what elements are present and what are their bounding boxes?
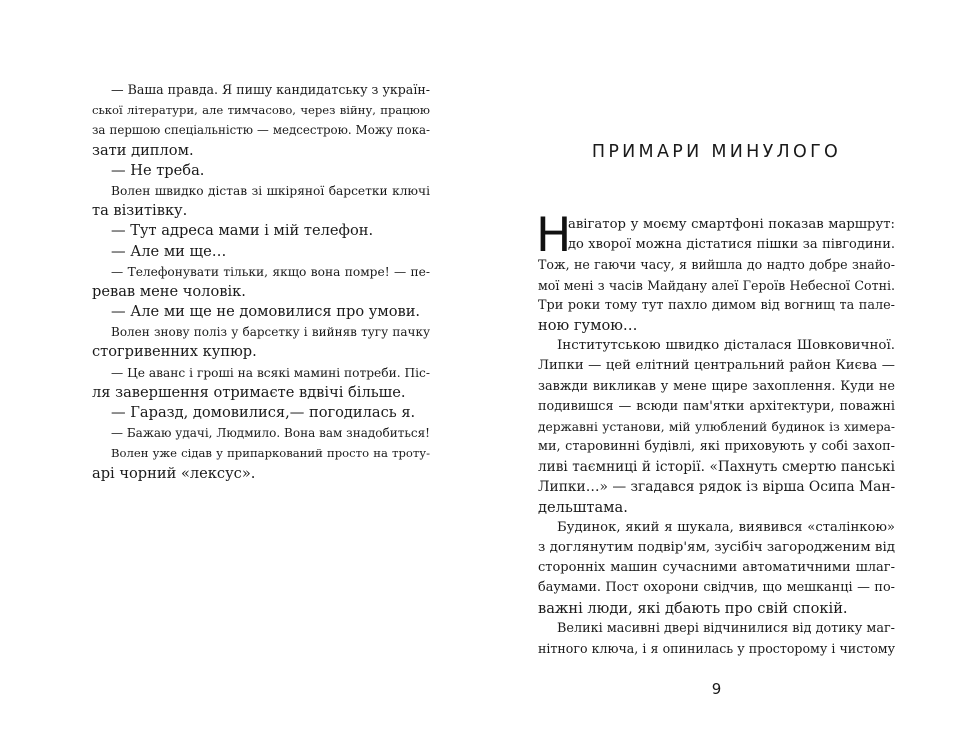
- text-line: Інститутською швидко дісталася Шовковичної.: [557, 338, 895, 354]
- text-line: завжди викликав у мене щире захоплення. Куди не: [538, 378, 895, 394]
- text-line: ської літератури, але тимчасово, через війну, працюю: [92, 103, 430, 118]
- right-page-text: [536, 208, 895, 659]
- text-line: — Бажаю удачі, Людмило. Вона вам знадобиться!: [111, 426, 430, 441]
- text-line: авігатор у моєму смартфоні показав маршрут:: [568, 217, 895, 232]
- text-line: ливі таємниці й історії. «Пахнуть смертю панські: [538, 459, 895, 476]
- text-line: ми, старовинні будівлі, які приховують у собі захоп-: [538, 439, 895, 455]
- right-page: [538, 0, 895, 746]
- text-line: подивишся — всюди пам'ятки архітектури, поважні: [538, 398, 895, 414]
- left-page: [92, 0, 430, 746]
- text-line: ля завершення отримаєте вдвічі більше.: [92, 383, 406, 401]
- text-line: — Телефонувати тільки, якщо вона помре! — пе-: [111, 264, 430, 279]
- text-line: — Не треба.: [111, 161, 205, 179]
- text-line: дельштама.: [538, 498, 628, 516]
- left-page-text: [92, 80, 430, 484]
- text-line: Тож, не гаючи часу, я вийшла до надто добре знайо-: [538, 257, 895, 273]
- text-line: ною гумою…: [538, 316, 638, 334]
- text-line: державні установи, мій улюблений будинок із химера-: [538, 419, 895, 434]
- text-line: важні люди, які дбають про свій спокій.: [538, 599, 848, 617]
- text-line: Липки…» — згадався рядок із вірша Осипа Ман-: [538, 479, 895, 496]
- text-line: Волен знову поліз у барсетку і вийняв тугу пачку: [111, 325, 430, 340]
- text-line: — Це аванс і гроші на всякі мамині потреби. Піс-: [111, 365, 430, 380]
- text-line: — Але ми ще не домовилися про умови.: [111, 303, 421, 321]
- text-line: — Гаразд, домовилися,— погодилась я.: [111, 404, 416, 421]
- text-line: — Але ми ще…: [111, 242, 227, 260]
- text-line: зати диплом.: [92, 141, 194, 159]
- text-line: Три роки тому тут пахло димом від вогнищ та пале-: [538, 297, 895, 313]
- text-line: ревав мене чоловік.: [92, 282, 246, 300]
- text-line: баумами. Пост охорони свідчив, що мешканці — по-: [538, 580, 895, 596]
- text-line: та візитівку.: [92, 202, 188, 220]
- text-line: сторонніх машин сучасними автоматичними шлаг-: [538, 560, 895, 576]
- text-line: Волен швидко дістав зі шкіряної барсетки ключі: [111, 183, 430, 198]
- text-line: мої мені з часів Майдану алеї Героїв Небесної Сотні.: [538, 277, 895, 293]
- text-line: Великі масивні двері відчинилися від дотику маг-: [557, 620, 895, 636]
- chapter-title: ПРИМАРИ МИНУЛОГО: [591, 142, 842, 162]
- text-line: з доглянутим подвір'ям, зусібіч загородженим від: [538, 540, 895, 555]
- text-line: за першою спеціальністю — медсестрою. Можу пока-: [92, 123, 430, 138]
- text-line: — Ваша правда. Я пишу кандидатську з україн-: [111, 82, 430, 97]
- text-line: стогривенних купюр.: [92, 343, 257, 361]
- text-line: Волен уже сідав у припаркований просто на троту-: [111, 446, 430, 461]
- page-number: 9: [711, 680, 722, 698]
- text-line: Будинок, який я шукала, виявився «сталінкою»: [557, 519, 895, 535]
- text-line: Липки — цей елітний центральний район Києва —: [538, 358, 895, 374]
- text-line: нітного ключа, і я опинилась у просторому і чистому: [538, 640, 895, 656]
- text-line: до хворої можна дістатися пішки за півгодини.: [568, 237, 895, 253]
- text-line: арі чорний «лексус».: [92, 464, 256, 482]
- text-line: — Тут адреса мами і мій телефон.: [111, 222, 374, 240]
- drop-cap: Н: [536, 208, 572, 263]
